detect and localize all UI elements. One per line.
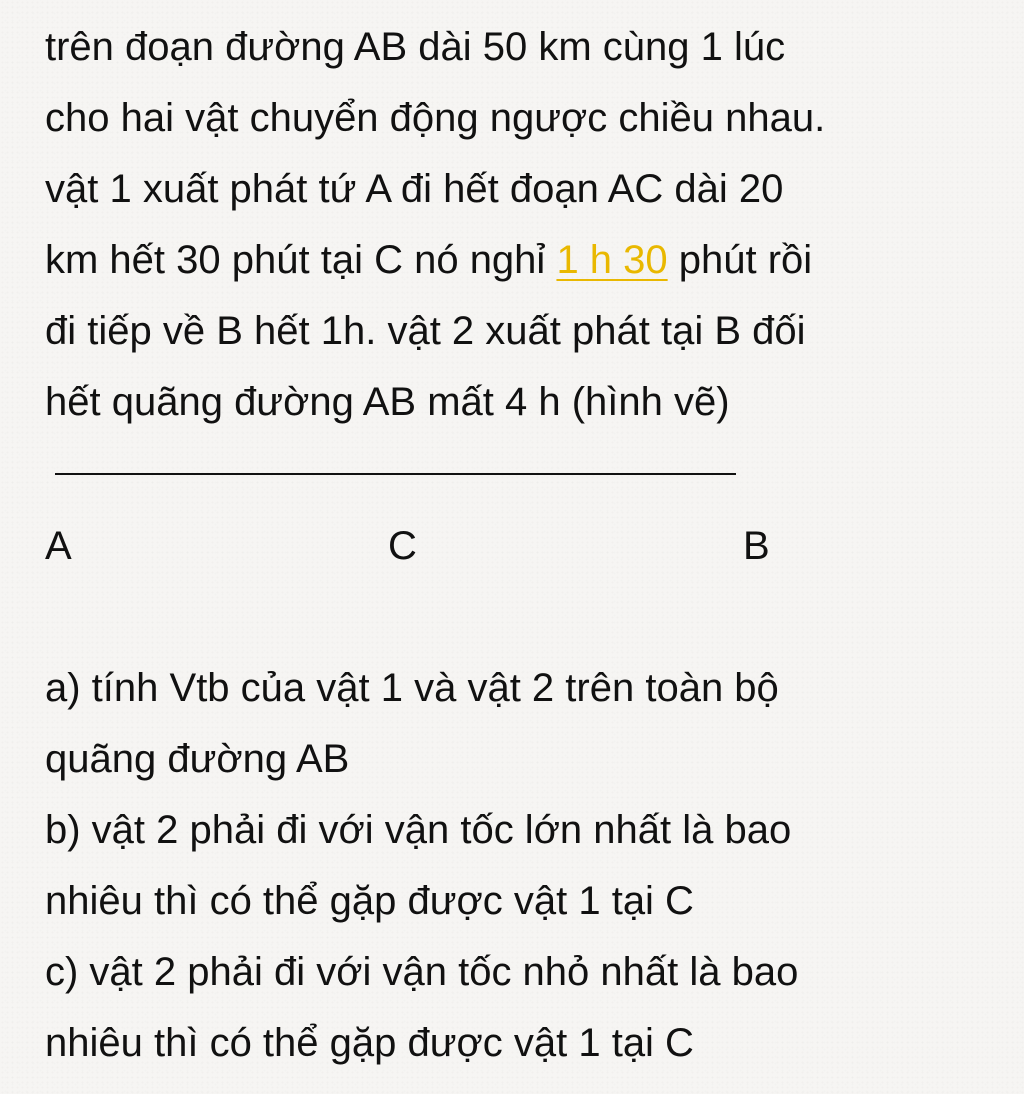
question-a-line-1: a) tính Vtb của vật 1 và vật 2 trên toàn bộ xyxy=(45,666,779,710)
problem-line-5: đi tiếp về B hết 1h. vật 2 xuất phát tại B đối xyxy=(45,309,806,353)
point-a-label: A xyxy=(45,524,72,568)
problem-line-1: trên đoạn đường AB dài 50 km cùng 1 lúc xyxy=(45,25,786,69)
question-c-line-2: nhiêu thì có thể gặp được vật 1 tại C xyxy=(45,1021,694,1065)
question-list xyxy=(45,653,995,1079)
point-c-label: C xyxy=(388,524,417,568)
point-b-label: B xyxy=(743,524,770,568)
question-b-line-1: b) vật 2 phải đi với vận tốc lớn nhất là bao xyxy=(45,808,792,852)
question-a-line-2: quãng đường AB xyxy=(45,737,350,781)
problem-line-6: hết quãng đường AB mất 4 h (hình vẽ) xyxy=(45,380,730,424)
problem-line-4-start: km hết 30 phút tại C nó nghỉ xyxy=(45,238,557,282)
segment-ab-line xyxy=(55,473,736,475)
problem-line-2: cho hai vật chuyển động ngược chiều nhau. xyxy=(45,96,826,140)
question-c-line-1: c) vật 2 phải đi với vận tốc nhỏ nhất là bao xyxy=(45,950,799,994)
problem-line-3: vật 1 xuất phát tứ A đi hết đoạn AC dài 20 xyxy=(45,167,784,211)
problem-line-4-end: phút rồi xyxy=(667,238,813,282)
question-b-line-2: nhiêu thì có thể gặp được vật 1 tại C xyxy=(45,879,694,923)
highlighted-duration-link[interactable]: 1 h 30 xyxy=(556,238,668,282)
